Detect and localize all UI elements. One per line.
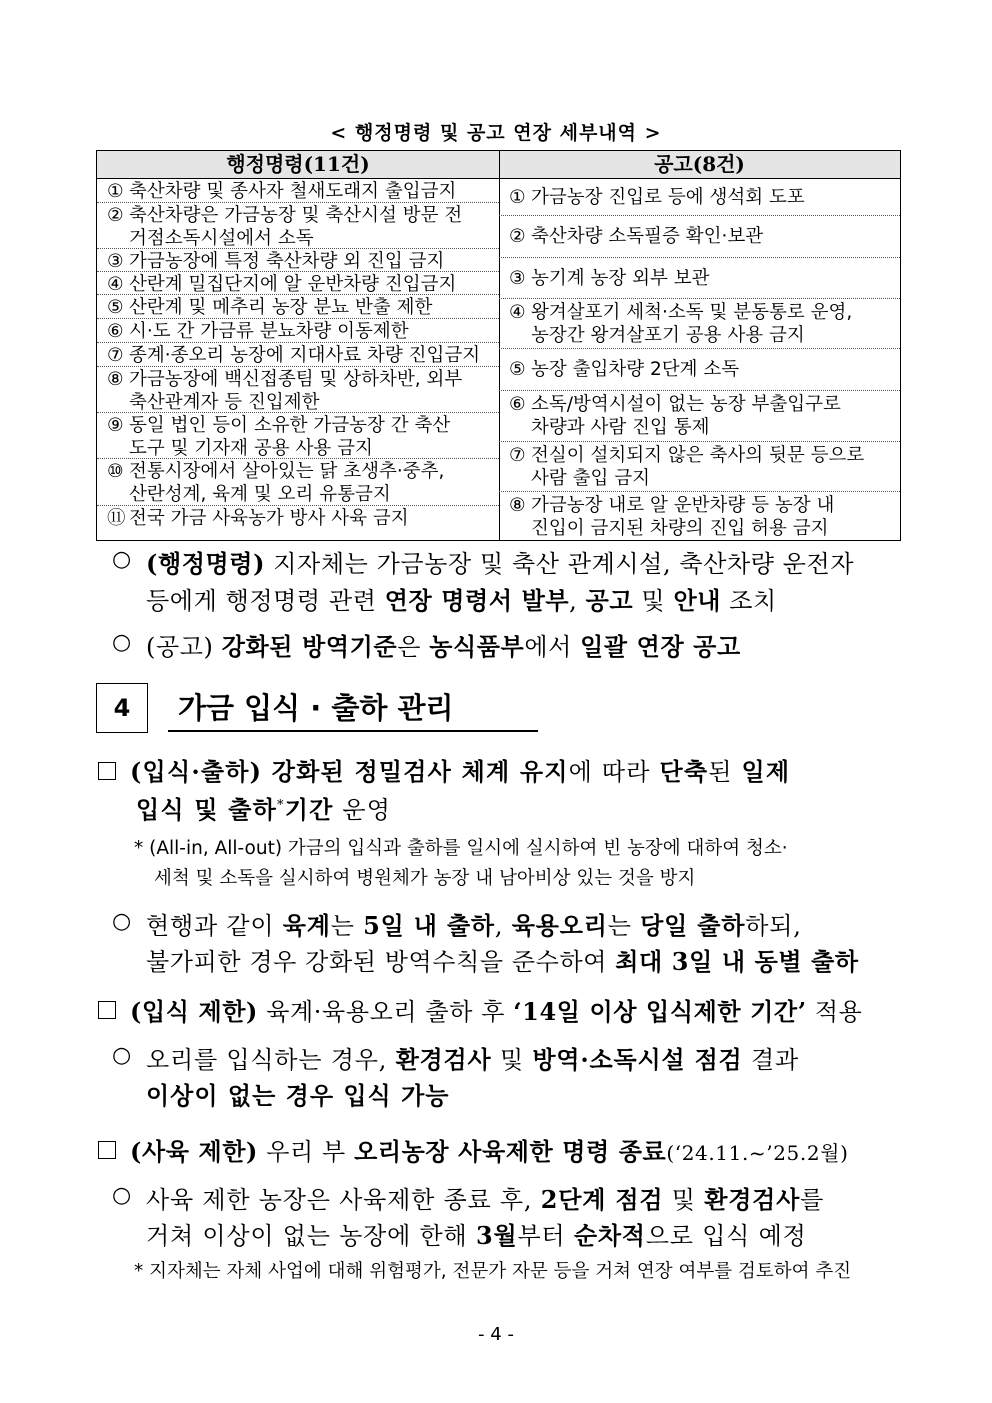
item-text	[509, 358, 739, 381]
item-line: 사람 출입 금지	[531, 467, 650, 489]
item3-sub-line1: 사육 제한 농장은 사육제한 종료 후, 2단계 점검 및 환경검사를	[146, 1185, 825, 1214]
left_items-item	[97, 202, 499, 248]
item-text	[509, 494, 834, 540]
item-line: 농장 출입차량 2단계 소독	[531, 359, 740, 380]
item-text	[107, 203, 493, 248]
item-line: 차량과 사람 진입 통제	[531, 417, 710, 438]
right_items-item	[499, 215, 900, 257]
right_items-item	[499, 179, 900, 215]
item-number: ⑦	[509, 444, 526, 466]
item3-line1: (사육 제한) 우리 부 오리농장 사육제한 명령 종료(‘24.11.~’25.2월)	[130, 1137, 849, 1166]
item-number: ⑧	[509, 494, 526, 516]
left_items-item	[97, 342, 499, 366]
item-text	[107, 343, 493, 366]
bullet: ○	[112, 1183, 132, 1208]
bullet: ○	[112, 630, 132, 655]
item-line: 가금농장 내로 알 운반차량 등 농장 내	[531, 494, 835, 516]
page-number: - 4 -	[478, 1324, 514, 1345]
right_items-item	[499, 257, 900, 298]
item-line: 왕겨살포기 세척·소독 및 분동통로 운영,	[531, 301, 853, 323]
left_items-item	[97, 412, 499, 458]
item-number: ④	[509, 301, 526, 323]
right-header: 공고(8건)	[499, 151, 900, 179]
item2-sub-line1: 오리를 입식하는 경우, 환경검사 및 방역·소독시설 점검 결과	[146, 1045, 799, 1074]
para1-line2: 등에게 행정명령 관련 연장 명령서 발부, 공고 및 안내 조치	[146, 586, 777, 615]
left_items-item	[97, 458, 499, 505]
item-text	[509, 186, 805, 209]
item1-note-line2: 세척 및 소독을 실시하여 병원체가 농장 내 남아비상 있는 것을 방지	[154, 868, 696, 889]
right_items-item	[499, 390, 900, 441]
item-number: ⑥	[509, 394, 526, 415]
item-text	[107, 367, 493, 412]
item-text	[509, 225, 763, 248]
section-number: 4	[96, 683, 148, 733]
item2-line1: (입식 제한) 육계·육용오리 출하 후 ‘14일 이상 입식제한 기간’ 적용	[130, 997, 863, 1026]
measures-table	[96, 150, 901, 541]
left_items-item	[97, 294, 499, 318]
item-number: ⑧	[107, 369, 124, 390]
item-line: 종계·종오리 농장에 지대사료 차량 진입금지	[129, 345, 481, 366]
item-line: 축산차량은 가금농장 및 축산시설 방문 전	[129, 205, 463, 226]
item1-line2: 입식 및 출하*기간 운영	[136, 795, 392, 824]
item-line: 축산관계자 등 진입제한	[129, 392, 320, 412]
item-text	[509, 393, 841, 439]
item3-sub-line2: 거쳐 이상이 없는 농장에 한해 3월부터 순차적으로 입식 예정	[146, 1221, 807, 1250]
right_items-item	[499, 441, 900, 491]
item-line: 산란계 및 메추리 농장 분뇨 반출 제한	[129, 297, 433, 318]
item-text	[107, 272, 493, 294]
item-text	[107, 179, 493, 202]
item-number: ⑤	[107, 297, 124, 318]
right_items-item	[499, 298, 900, 348]
item1-sub-line2: 불가피한 경우 강화된 방역수칙을 준수하여 최대 3일 내 동별 출하	[146, 947, 859, 976]
item-line: 동일 법인 등이 소유한 가금농장 간 축산	[129, 415, 451, 436]
item-text	[107, 319, 493, 342]
item-number: ⑦	[107, 345, 124, 366]
item-line: 농기계 농장 외부 보관	[531, 267, 710, 289]
item-text	[107, 249, 493, 271]
item-line: 가금농장에 특정 축산차량 외 진입 금지	[129, 251, 445, 271]
right-column	[499, 179, 900, 540]
table-title: < 행정명령 및 공고 연장 세부내역 >	[330, 122, 662, 144]
item-line: 산란성계, 육계 및 오리 유통금지	[129, 484, 391, 505]
checkbox-square-icon	[98, 1141, 116, 1159]
para2-line: (공고) 강화된 방역기준은 농식품부에서 일괄 연장 공고	[146, 632, 741, 661]
item-line: 가금농장에 백신접종팀 및 상하차반, 외부	[129, 369, 463, 390]
item-line: 진입이 금지된 차량의 진입 허용 금지	[531, 517, 829, 539]
item-line: 전실이 설치되지 않은 축사의 뒷문 등으로	[531, 444, 865, 466]
item-number: ⑤	[509, 359, 526, 380]
item-number: ⑥	[107, 321, 124, 342]
bullet: ○	[112, 909, 132, 934]
item1-sub-line1: 현행과 같이 육계는 5일 내 출하, 육용오리는 당일 출하하되,	[146, 911, 802, 940]
item-text	[107, 295, 493, 318]
item-line: 산란계 밀집단지에 알 운반차량 진입금지	[129, 274, 457, 294]
right_items-item	[499, 348, 900, 390]
item-line: 축산차량 소독필증 확인·보관	[531, 226, 764, 247]
item-text	[107, 506, 493, 530]
item-line: 농장간 왕겨살포기 공용 사용 금지	[531, 324, 805, 346]
checkbox-square-icon	[98, 1001, 116, 1019]
section-title: 가금 입식 · 출하 관리	[178, 691, 454, 725]
left-column	[97, 179, 499, 540]
item3-note: * 지자체는 자체 사업에 대해 위험평가, 전문가 자문 등을 거쳐 연장 여부를 검토하여 추진	[134, 1261, 852, 1282]
item-text	[509, 267, 709, 290]
item-number: ⑩	[107, 461, 124, 482]
item-number: ③	[107, 251, 124, 271]
left-header: 행정명령(11건)	[97, 151, 499, 179]
item-number: ①	[509, 186, 526, 208]
left_items-item	[97, 366, 499, 412]
item-number: ⑨	[107, 415, 124, 436]
left_items-item	[97, 179, 499, 202]
item-number: ⑪	[107, 508, 126, 529]
checkbox-square-icon	[98, 762, 116, 780]
right_items-item	[499, 491, 900, 541]
item-line: 도구 및 기자재 공용 사용 금지	[129, 438, 373, 458]
left_items-item	[97, 505, 499, 541]
item-number: ③	[509, 267, 526, 289]
item-number: ②	[509, 226, 526, 247]
item-line: 전국 가금 사육농가 방사 사육 금지	[129, 508, 409, 529]
item-text	[107, 459, 493, 505]
item1-note-line1: * (All-in, All-out) 가금의 입식과 출하를 일시에 실시하여 빈 농장에 대하여 청소·	[134, 838, 788, 859]
item-number: ②	[107, 205, 124, 226]
item-line: 소독/방역시설이 없는 농장 부출입구로	[531, 394, 841, 415]
item-text	[107, 413, 493, 458]
bullet: ○	[112, 1043, 132, 1068]
item-line: 거점소독시설에서 소독	[129, 228, 314, 248]
item-line: 전통시장에서 살아있는 닭 초생추·중추,	[129, 461, 445, 482]
section-underline	[168, 730, 538, 732]
left_items-item	[97, 248, 499, 271]
item-text	[509, 444, 864, 490]
para1-line1: (행정명령) 지자체는 가금농장 및 축산 관계시설, 축산차량 운전자	[146, 549, 855, 578]
item-line: 축산차량 및 종사자 철새도래지 출입금지	[129, 181, 457, 202]
item-line: 시·도 간 가금류 분뇨차량 이동제한	[129, 321, 409, 342]
item2-sub-line2: 이상이 없는 경우 입식 가능	[146, 1081, 450, 1110]
item1-line1: (입식·출하) 강화된 정밀검사 체계 유지에 따라 단축된 일제	[130, 757, 791, 786]
item-line: 가금농장 진입로 등에 생석회 도포	[531, 186, 805, 208]
item-text	[509, 301, 852, 347]
item-number: ④	[107, 274, 124, 294]
bullet: ○	[112, 547, 132, 572]
item-number: ①	[107, 181, 124, 202]
left_items-item	[97, 271, 499, 294]
left_items-item	[97, 318, 499, 342]
